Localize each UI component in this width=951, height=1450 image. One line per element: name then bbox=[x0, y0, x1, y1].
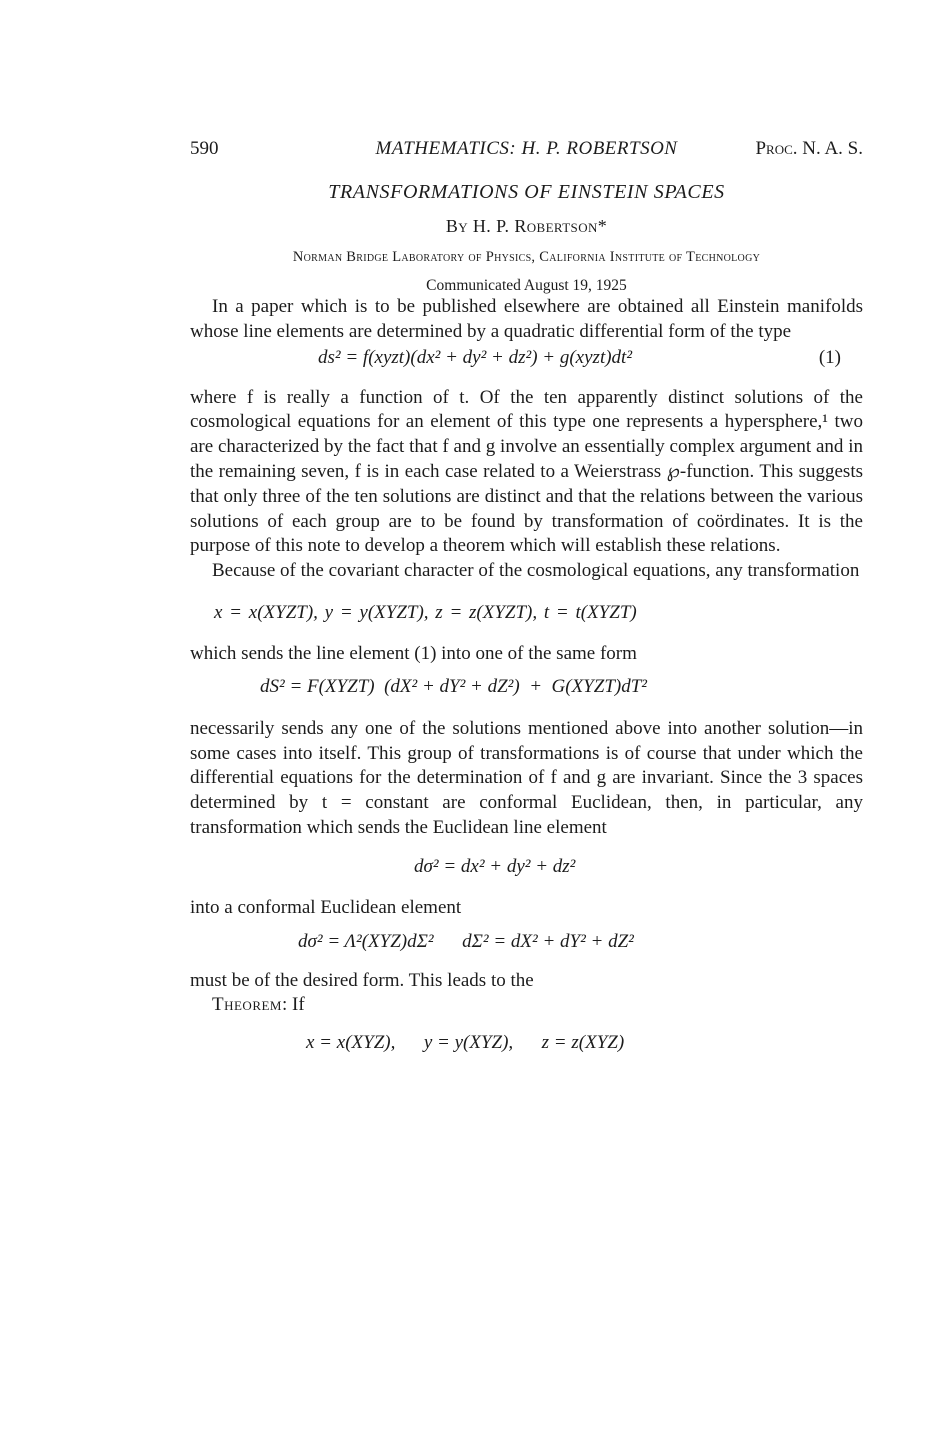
equation-transformation bbox=[190, 602, 863, 628]
equation-conformal bbox=[190, 931, 863, 957]
equation-theorem bbox=[190, 1032, 863, 1058]
paragraph-covariant: Because of the covariant character of the cosmological equations, any transformation bbox=[212, 560, 860, 582]
paragraph-solutions: where f is really a function of t. Of the ten apparently distinct solutions of the cosmological equations for an element of this type one represents a hypersphere,¹ two are characterized by the fact that f and g involve an essentially complex argument and in the remaining seven, f is in each case related to a Weierstrass ℘-function. This suggests that only three of the ten solutions are distinct and that the relations between the various solutions of each group are to be found by transformation of coördinates. It is the purpose of this note to develop a theorem which will establish these relations. bbox=[190, 386, 863, 557]
paragraph-conformal: into a conformal Euclidean element bbox=[190, 896, 462, 918]
byline: By H. P. Robertson* bbox=[445, 216, 608, 236]
running-head bbox=[190, 138, 863, 166]
affiliation: Norman Bridge Laboratory of Physics, California Institute of Technology bbox=[292, 249, 761, 265]
theorem-label: Theorem bbox=[212, 994, 282, 1016]
page-number: 590 bbox=[190, 138, 219, 159]
paragraph-group: necessarily sends any one of the solutions mentioned above into another solution—in some cases into itself. This group of transformations is of course that under which the differential equations for the determination of f and g are invariant. Since the 3 spaces determined by t = constant are conformal Euclidean, then, in particular, any transformation which sends the Euclidean line element bbox=[190, 717, 863, 838]
page bbox=[190, 138, 863, 1058]
paragraph-line-element: which sends the line element (1) into one of the same form bbox=[190, 642, 637, 664]
equation-new-form-text: dS² = F(XYZT) (dX² + dY² + dZ²) + G(XYZT)dT² bbox=[260, 675, 647, 697]
equation-new-form bbox=[190, 676, 863, 702]
communicated-date: Communicated August 19, 1925 bbox=[426, 277, 627, 294]
running-title: MATHEMATICS: H. P. ROBERTSON bbox=[375, 138, 678, 159]
journal-name: Proc. N. A. S. bbox=[755, 138, 863, 159]
theorem-line bbox=[190, 993, 863, 1018]
equation-1 bbox=[190, 347, 863, 373]
paragraph-intro: In a paper which is to be published elsewhere are obtained all Einstein manifolds whose line elements are determined by a quadratic differential form of the type bbox=[190, 296, 863, 342]
paragraph-desired-form: must be of the desired form. This leads to the bbox=[190, 969, 534, 991]
equation-transformation-text: x = x(XYZT), y = y(XYZT), z = z(XYZT), t = t(XYZT) bbox=[214, 601, 637, 623]
equation-conformal-text: dσ² = Λ²(XYZ)dΣ² dΣ² = dX² + dY² + dZ² bbox=[298, 930, 634, 952]
equation-1-number: (1) bbox=[818, 346, 841, 368]
article-title: TRANSFORMATIONS OF EINSTEIN SPACES bbox=[328, 181, 725, 203]
equation-theorem-text: x = x(XYZ), y = y(XYZ), z = z(XYZ) bbox=[306, 1032, 625, 1054]
equation-euclidean-text: dσ² = dx² + dy² + dz² bbox=[414, 855, 576, 877]
theorem-text: : If bbox=[282, 994, 305, 1016]
equation-euclidean bbox=[190, 856, 863, 882]
equation-1-text: ds² = f(xyzt)(dx² + dy² + dz²) + g(xyzt)dt² bbox=[318, 346, 633, 368]
